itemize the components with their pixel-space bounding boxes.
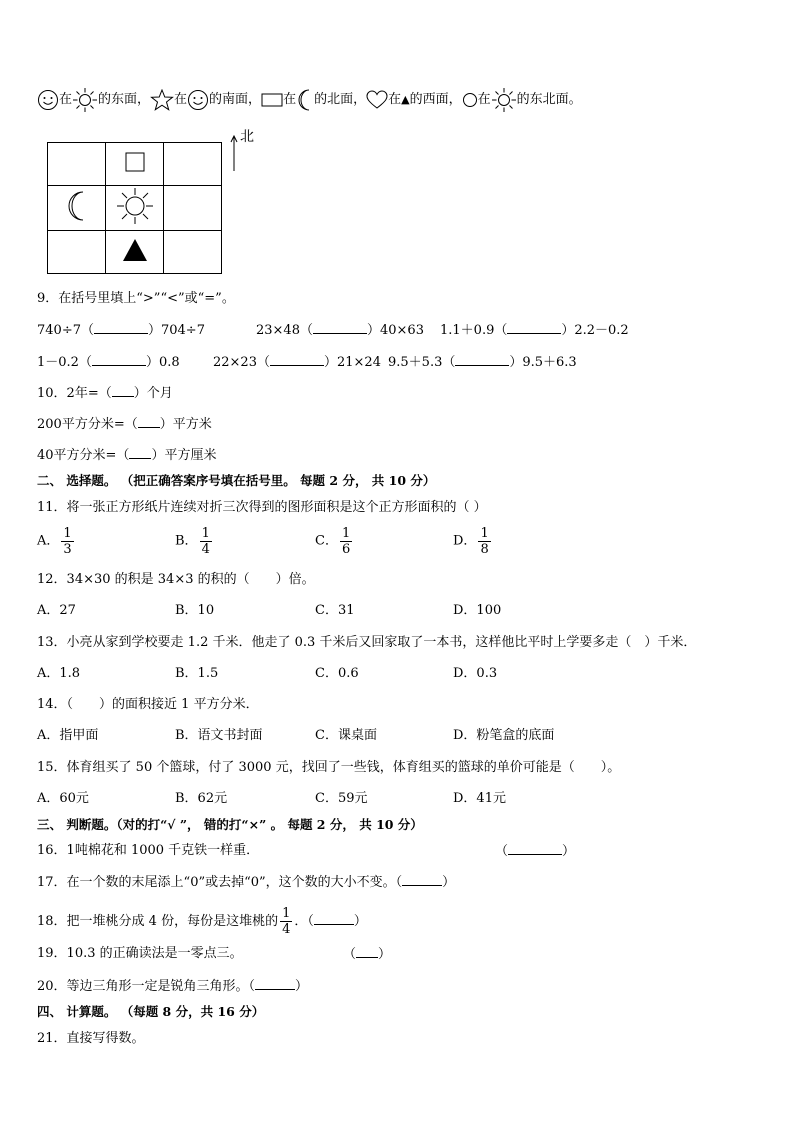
- q12-option-a[interactable]: A．27: [37, 603, 76, 618]
- triangle-glyph: ▲: [401, 93, 410, 106]
- q8-text-3: 在: [174, 92, 188, 107]
- star-icon: [150, 89, 174, 111]
- q14-option-d[interactable]: D．粉笔盒的底面: [453, 728, 555, 743]
- q11-option-b[interactable]: B． $\frac{1}{4}$: [175, 526, 210, 557]
- q9-r1-item1: 740÷7（ ）704÷7: [37, 323, 205, 338]
- q15-option-a[interactable]: A．60元: [37, 791, 89, 806]
- answer-blank[interactable]: [313, 321, 367, 334]
- q15-stem: 15．体育组买了 50 个篮球，付了 3000 元，找回了一些钱，体育组买的篮球的单价可能是（ ）。: [37, 760, 621, 775]
- q14-option-c[interactable]: C．课桌面: [315, 728, 377, 743]
- q18-line: 18．把一堆桃分成 4 份，每份是这堆桃的 $\frac{1}{4}$ ．（ ）: [37, 906, 367, 937]
- q11-option-d[interactable]: D． $\frac{1}{8}$: [453, 526, 489, 557]
- q10-line1: 10．2年=（ ）个月: [37, 386, 173, 401]
- answer-blank[interactable]: [356, 945, 378, 958]
- answer-blank[interactable]: [455, 353, 509, 366]
- q16-stem: 16．1吨棉花和 1000 千克铁一样重．: [37, 843, 260, 858]
- q8-text-11: 的东北面。: [516, 92, 582, 107]
- q16-answer: （ ）: [495, 844, 576, 859]
- grid-cell: [164, 143, 222, 186]
- heart-icon: [366, 90, 388, 110]
- moon-icon: [296, 88, 314, 112]
- sun-icon: [72, 87, 98, 113]
- q17-line: 17．在一个数的末尾添上“0”或去掉“0”，这个数的大小不变。（ ）: [37, 875, 456, 890]
- q12-option-c[interactable]: C．31: [315, 603, 355, 618]
- answer-blank[interactable]: [270, 353, 324, 366]
- q13-option-b[interactable]: B．1.5: [175, 666, 219, 681]
- north-label: 北: [240, 129, 254, 145]
- q14-stem: 14．（ ）的面积接近 1 平方分米．: [37, 697, 259, 712]
- q9-r1-item2: 23×48（ ）40×63: [256, 323, 424, 338]
- q13-stem: 13．小亮从家到学校要走 1.2 千米．他走了 0.3 千米后又回家取了一本书，这样他比平时上学要多走（ ）千米．: [37, 635, 697, 650]
- answer-blank[interactable]: [255, 977, 295, 990]
- q15-option-b[interactable]: B．62元: [175, 791, 228, 806]
- q13-option-a[interactable]: A．1.8: [37, 666, 81, 681]
- q8-text-10: 在: [477, 92, 491, 107]
- q15-option-c[interactable]: C．59元: [315, 791, 368, 806]
- q13-option-c[interactable]: C．0.6: [315, 666, 359, 681]
- q8-text-2: 的东面，: [98, 92, 151, 107]
- answer-blank[interactable]: [94, 321, 148, 334]
- section-2-heading: 二、 选择题。 （把正确答案序号填在括号里。 每题 2 分， 共 10 分）: [37, 473, 436, 488]
- grid-cell: [164, 231, 222, 274]
- q11-option-a[interactable]: A． $\frac{1}{3}$: [37, 526, 72, 557]
- answer-blank[interactable]: [402, 873, 442, 886]
- triangle-icon: [122, 238, 148, 262]
- section-3-heading: 三、 判断题。（对的打“√ ”， 错的打“×” 。 每题 2 分， 共 10 分）: [37, 817, 423, 832]
- answer-blank[interactable]: [508, 842, 562, 855]
- sun-icon-2: [491, 87, 517, 113]
- rectangle-icon: [261, 92, 283, 108]
- grid-cell: [48, 143, 106, 186]
- q19-answer: （ ）: [343, 947, 392, 962]
- q21-stem: 21．直接写得数。: [37, 1031, 145, 1046]
- position-grid: [47, 142, 222, 274]
- grid-cell: [48, 186, 106, 231]
- q19-stem: 19．10.3 的正确读法是一零点三。: [37, 946, 243, 961]
- answer-blank[interactable]: [138, 415, 160, 428]
- q9-r2-item3: 9.5＋5.3（ ）9.5＋6.3: [388, 355, 577, 370]
- grid-cell: [106, 186, 164, 231]
- q9-r2-item2: 22×23（ ）21×24: [213, 355, 381, 370]
- answer-blank[interactable]: [507, 321, 561, 334]
- answer-blank[interactable]: [112, 384, 134, 397]
- q8-text-9: 的西面，: [409, 92, 462, 107]
- smiley-icon-2: [187, 89, 209, 111]
- q8-line: [37, 87, 582, 113]
- q8-text-4: 的南面，: [209, 92, 262, 107]
- answer-blank[interactable]: [314, 912, 354, 925]
- grid-cell: [48, 231, 106, 274]
- answer-blank[interactable]: [92, 353, 146, 366]
- q8-text-7: 在: [388, 92, 402, 107]
- q8-text-6: 的北面，: [314, 92, 367, 107]
- grid-cell: [106, 231, 164, 274]
- q9-r2-item1: 1－0.2（ ）0.8: [37, 355, 180, 370]
- smiley-icon: [37, 89, 59, 111]
- q11-stem: 11．将一张正方形纸片连续对折三次得到的图形面积是这个正方形面积的（ ）: [37, 500, 487, 515]
- q13-option-d[interactable]: D．0.3: [453, 666, 498, 681]
- circle-icon: [462, 92, 478, 108]
- q8-text-1: 在: [59, 92, 73, 107]
- q12-option-d[interactable]: D．100: [453, 603, 502, 618]
- q12-stem: 12．34×30 的积是 34×3 的积的（ ）倍。: [37, 572, 315, 587]
- sun-icon-grid: [115, 186, 155, 226]
- q14-option-b[interactable]: B．语文书封面: [175, 728, 263, 743]
- moon-icon-grid: [64, 190, 90, 222]
- q8-text-5: 在: [283, 92, 297, 107]
- q15-option-d[interactable]: D．41元: [453, 791, 506, 806]
- q10-line2: 200平方分米=（ ）平方米: [37, 417, 212, 432]
- q11-option-c[interactable]: C． $\frac{1}{6}$: [315, 526, 351, 557]
- north-arrow-icon: [229, 134, 239, 172]
- q14-option-a[interactable]: A．指甲面: [37, 728, 99, 743]
- q10-line3: 40平方分米=（ ）平方厘米: [37, 448, 217, 463]
- q20-line: 20．等边三角形一定是锐角三角形。（ ）: [37, 979, 309, 994]
- grid-cell: [164, 186, 222, 231]
- section-4-heading: 四、 计算题。 （每题 8 分，共 16 分）: [37, 1004, 265, 1019]
- square-icon: [125, 152, 145, 172]
- grid-cell: [106, 143, 164, 186]
- q9-title: 9．在括号里填上“>”“<”或“=”。: [37, 291, 235, 306]
- q9-r1-item3: 1.1＋0.9（ ）2.2－0.2: [440, 323, 629, 338]
- q12-option-b[interactable]: B．10: [175, 603, 215, 618]
- answer-blank[interactable]: [129, 446, 151, 459]
